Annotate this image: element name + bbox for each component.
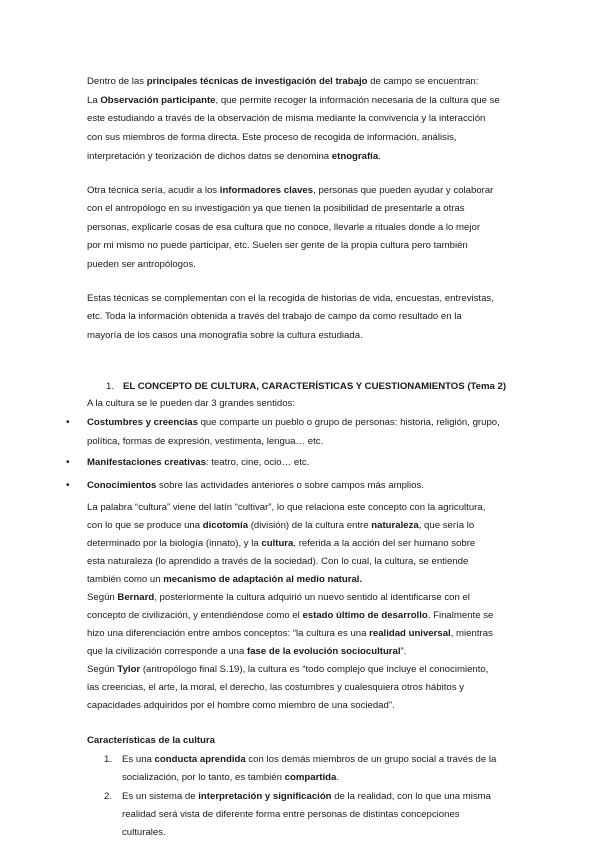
list-number: 2. <box>104 791 113 802</box>
list-item-continuation <box>122 772 339 784</box>
text: de campo se encuentran: <box>367 76 479 87</box>
paragraph-line <box>87 592 470 604</box>
text: ”. <box>400 646 407 657</box>
text: , referida a la acción del ser humano sobre <box>293 538 476 549</box>
bold-text: Tylor <box>117 664 141 675</box>
bold-text: fase de la evolución sociocultural <box>247 646 401 657</box>
list-number: 1. <box>104 754 113 765</box>
text: Otra técnica sería, acudir a los <box>87 185 220 196</box>
paragraph-line: La palabra “cultura” viene del latín “cultivar”, lo que relaciona este concepto con la agricultura, <box>87 502 486 513</box>
paragraph-line: Estas técnicas se complementan con el la recogida de historias de vida, encuestas, entrevistas, <box>87 293 494 304</box>
text: con los demás miembros de un grupo social a través de la <box>245 754 497 765</box>
bold-text: informadores claves <box>219 185 314 196</box>
text: . <box>336 772 340 783</box>
text: Dentro de las <box>87 76 147 87</box>
paragraph-line: con sus miembros de forma directa. Este proceso de recogida de información, análisis, <box>87 132 457 143</box>
list-item-continuation: culturales. <box>122 827 166 838</box>
list-item <box>122 791 491 803</box>
text: . Finalmente se <box>427 610 494 621</box>
list-item-continuation: política, formas de expresión, vestimenta, lengua… etc. <box>87 436 324 447</box>
list-item <box>87 417 500 429</box>
text: sobre las actividades anteriores o sobre campos más amplios. <box>156 480 424 491</box>
text: (división) de la cultura entre <box>248 520 372 531</box>
text: de la realidad, con lo que una misma <box>331 791 492 802</box>
paragraph-line <box>87 610 493 622</box>
bold-text: estado último de desarrollo <box>302 610 428 621</box>
paragraph-line <box>87 76 478 88</box>
bullet-icon: • <box>66 480 70 491</box>
text: : teatro, cine, ocio… etc. <box>205 457 310 468</box>
text: Es una <box>122 754 155 765</box>
text: Según <box>87 592 118 603</box>
list-item-continuation: realidad será vista de diferente forma entre personas de distintas concepciones <box>122 809 460 820</box>
bold-text: cultura <box>261 538 294 549</box>
bold-text: etnografía <box>331 151 379 162</box>
text: , personas que pueden ayudar y colaborar <box>313 185 494 196</box>
paragraph-line <box>87 538 475 550</box>
bold-text: compartida <box>284 772 337 783</box>
bold-text: interpretación y significación <box>198 791 332 802</box>
text: Según <box>87 664 118 675</box>
bold-text: dicotomía <box>202 520 249 531</box>
paragraph-line: etc. Toda la información obtenida a través del trabajo de campo da como resultado en la <box>87 311 462 322</box>
bold-text: Costumbres y creencias <box>87 417 198 428</box>
bold-text: naturaleza <box>371 520 419 531</box>
paragraph-line <box>87 628 493 640</box>
paragraph-line <box>87 646 406 658</box>
paragraph-line: personas, explicarle cosas de esa cultura que no conoce, llevarle a rituales donde a lo mejor <box>87 222 481 233</box>
bold-text: Manifestaciones creativas <box>87 457 206 468</box>
bold-text: mecanismo de adaptación al medio natural. <box>163 574 363 585</box>
list-item <box>122 754 496 766</box>
text: hizo una diferenciación entre ambos conceptos: “la cultura es una <box>87 628 370 639</box>
bullet-icon: • <box>66 457 70 468</box>
text: con lo que se produce una <box>87 520 203 531</box>
bold-text: Bernard <box>117 592 155 603</box>
text: . <box>378 151 381 162</box>
bold-text: conducta aprendida <box>154 754 246 765</box>
list-item <box>87 480 424 492</box>
text: , que sería lo <box>418 520 475 531</box>
text: (antropólogo final S.19), la cultura es “todo complejo que incluye el conocimiento, <box>140 664 489 675</box>
text: concepto de civilización, y entendiéndose como el <box>87 610 303 621</box>
text: que la civilización corresponde a una <box>87 646 247 657</box>
paragraph-line: este estudiando a través de la observación de misma mediante la convivencia y la interacción <box>87 113 486 124</box>
paragraph-line <box>87 520 474 532</box>
paragraph-line <box>87 664 488 676</box>
bold-text: Observación participante <box>100 95 216 106</box>
subsection-heading: Características de la cultura <box>87 735 215 746</box>
paragraph-line <box>87 574 362 586</box>
paragraph-line: mayoría de los casos una monografía sobre la cultura estudiada. <box>87 330 363 341</box>
list-item <box>87 457 309 469</box>
paragraph-line <box>87 151 381 163</box>
paragraph-line: capacidades adquiridos por el hombre como miembro de una sociedad”. <box>87 700 395 711</box>
text: , mientras <box>450 628 493 639</box>
section-number: 1. <box>106 381 115 392</box>
paragraph-line: esta naturaleza (lo aprendido a través de la sociedad). Con lo cual, la cultura, se entiende <box>87 556 469 567</box>
paragraph-line: por mi mismo no puede participar, etc. Suelen ser gente de la propia cultura pero también <box>87 240 468 251</box>
text: determinado por la biología (innato), y la <box>87 538 262 549</box>
text: también como un <box>87 574 164 585</box>
paragraph-line: las creencias, el arte, la moral, el derecho, las costumbres y cualesquiera otros hábitos y <box>87 682 464 693</box>
paragraph-line <box>87 95 500 107</box>
text: que comparte un pueblo o grupo de personas: historia, religión, grupo, <box>197 417 500 428</box>
bold-text: realidad universal <box>369 628 451 639</box>
paragraph-line <box>87 185 493 197</box>
text: socialización, por lo tanto, es también <box>122 772 285 783</box>
text: interpretación y teorización de dichos datos se denomina <box>87 151 332 162</box>
text: Es un sistema de <box>122 791 199 802</box>
paragraph-line: pueden ser antropólogos. <box>87 259 196 270</box>
section-heading: EL CONCEPTO DE CULTURA, CARACTERÍSTICAS Y CUESTIONAMIENTOS (Tema 2) <box>123 381 507 392</box>
text: , posteriormente la cultura adquirió un nuevo sentido al identificarse con el <box>154 592 470 603</box>
bold-text: principales técnicas de investigación del trabajo <box>146 76 368 87</box>
paragraph-line: A la cultura se le pueden dar 3 grandes sentidos: <box>87 398 296 409</box>
bold-text: Conocimientos <box>87 480 157 491</box>
bullet-icon: • <box>66 417 70 428</box>
text: La <box>87 95 101 106</box>
text: , que permite recoger la información necesaria de la cultura que se <box>215 95 500 106</box>
paragraph-line: con el antropólogo en su investigación ya que tienen la posibilidad de presentarle a otras <box>87 203 465 214</box>
